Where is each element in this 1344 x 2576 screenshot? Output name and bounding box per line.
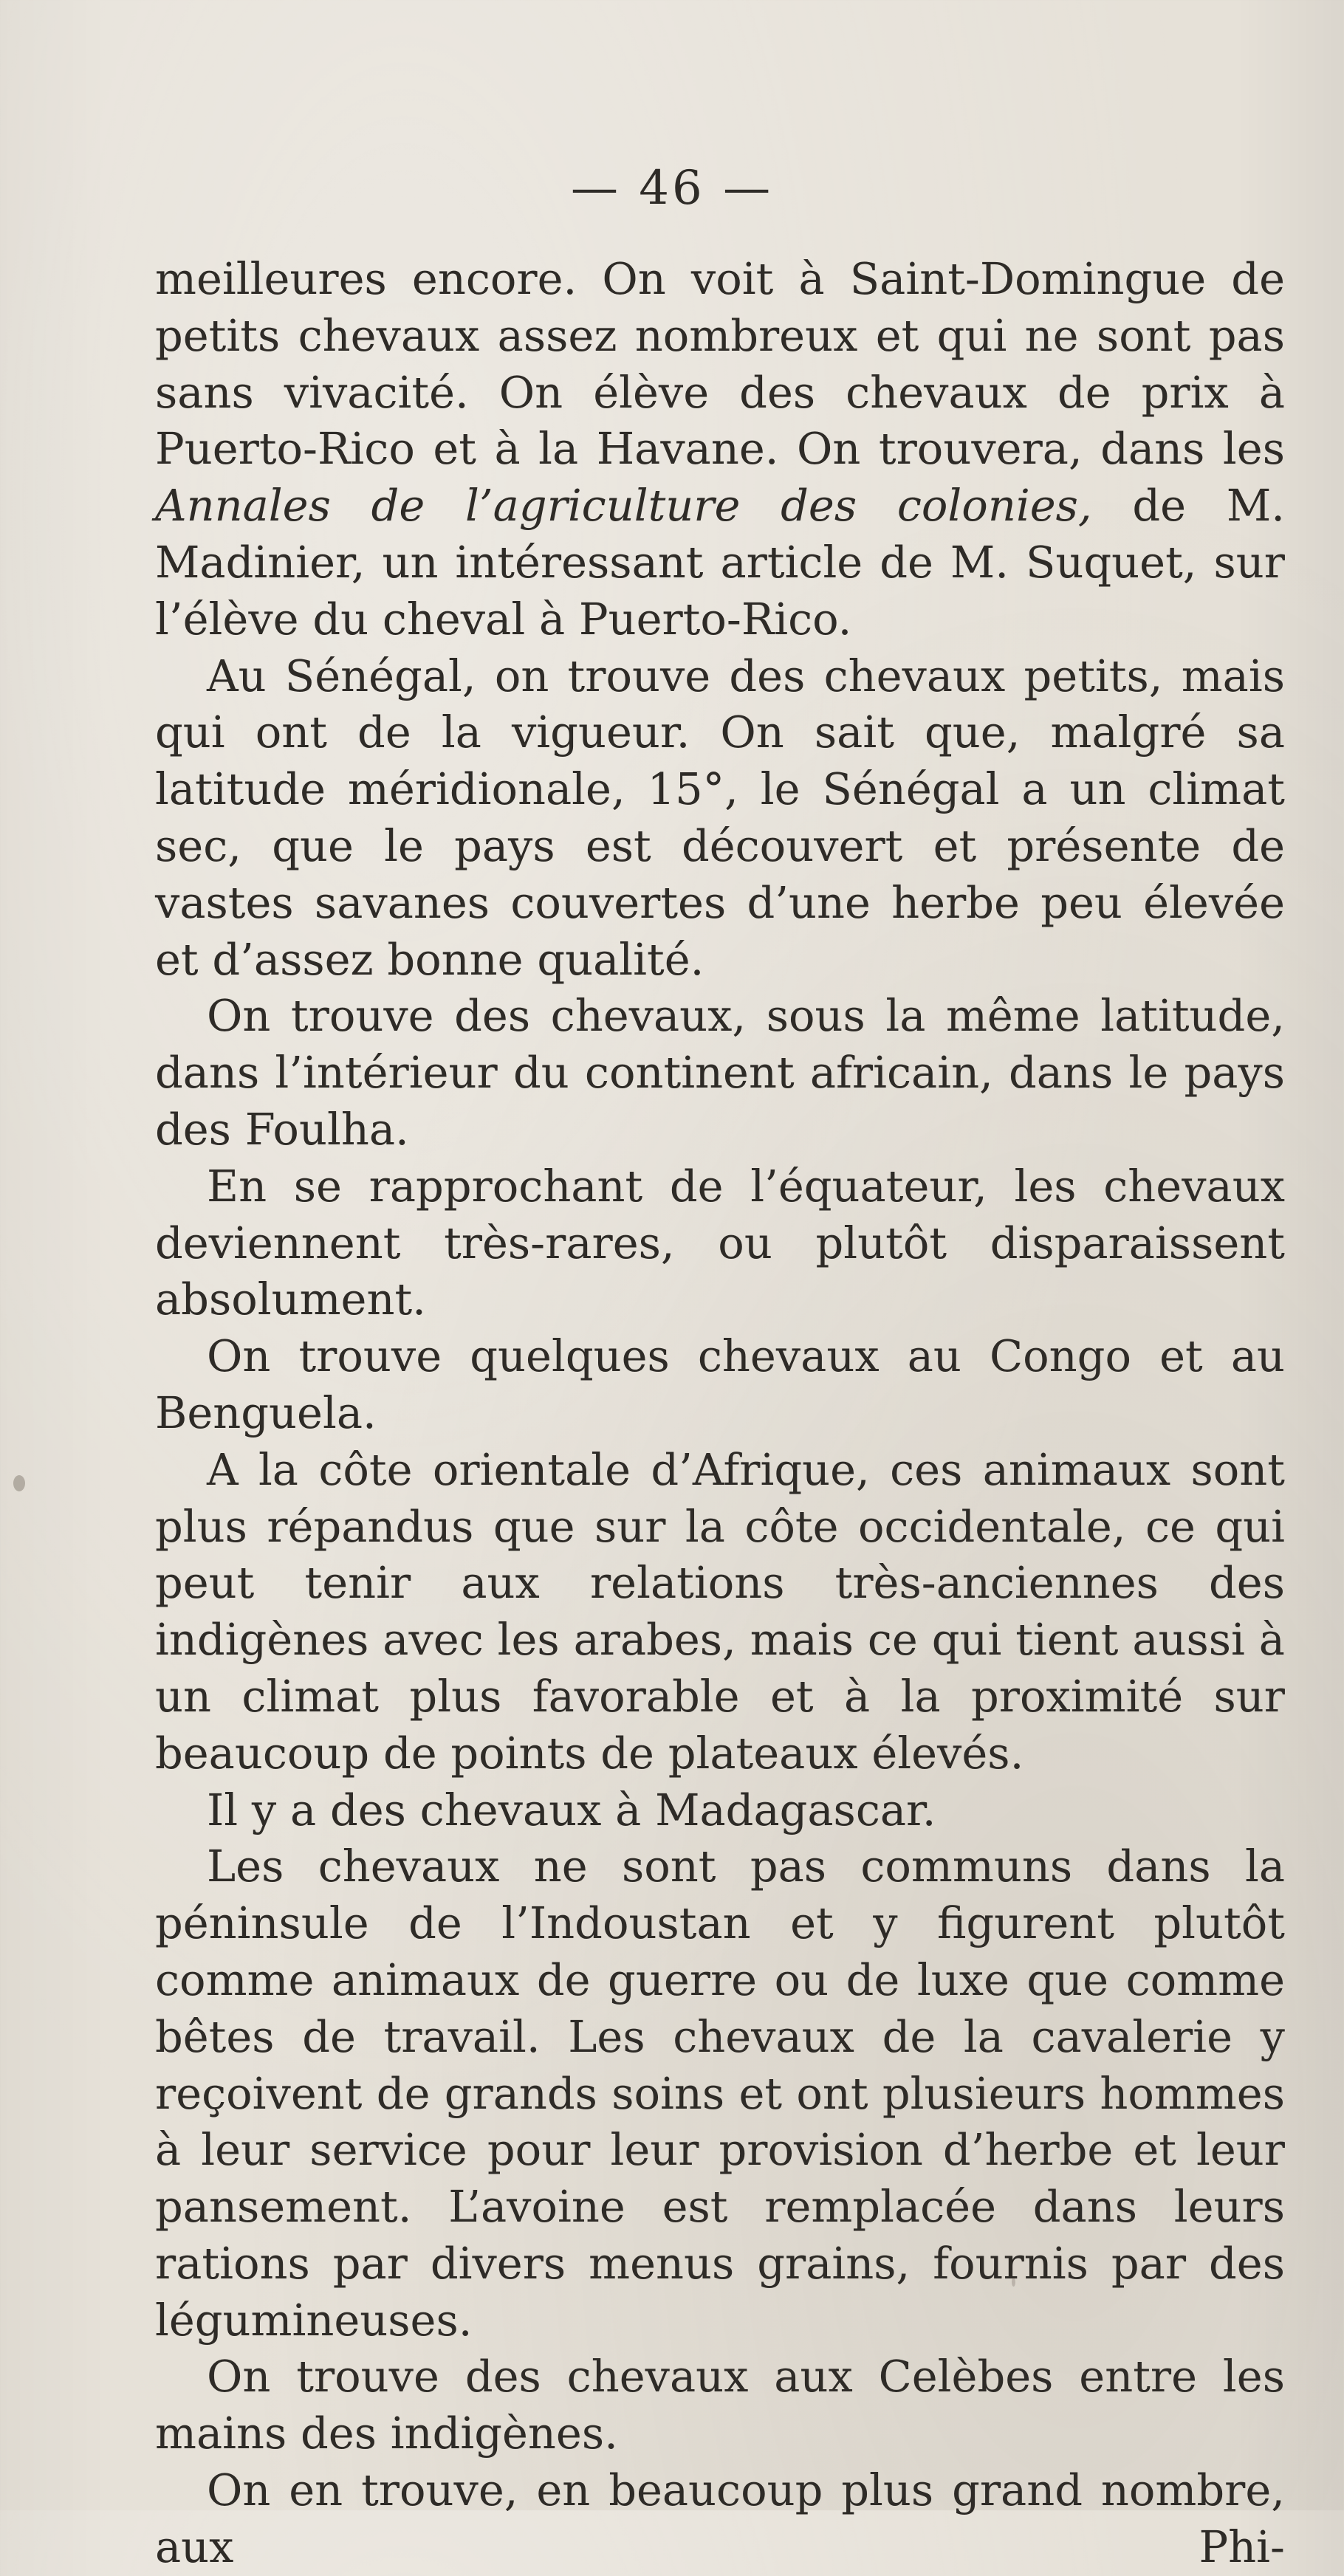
paragraph-7: Il y a des chevaux à Madagascar. <box>207 1784 936 1835</box>
paragraph-4: En se rapprochant de l’équateur, les chevaux deviennent très-rares, ou plutôt disparaissent absolument. <box>155 1160 1285 1325</box>
paragraph-8: Les chevaux ne sont pas communs dans la péninsule de l’Indoustan et y figurent plutôt comme animaux de guerre ou de luxe que comme bêtes de travail. Les chevaux de la cavalerie y reçoivent de grands soins et ont plusieurs hommes à leur service pour leur provision d’herbe et leur pansement. L’avoine est remplacée dans leurs rations par divers menus grains, fournis par des légumineuses. <box>155 1841 1285 2346</box>
paragraph-1 <box>155 251 1285 648</box>
paragraph-9: On trouve des chevaux aux Celèbes entre les mains des indigènes. <box>155 2351 1285 2459</box>
paragraph-1-after: de M. Madinier, un intéressant article de M. Suquet, sur l’élève du cheval à Puerto-Rico. <box>155 480 1285 645</box>
paper-speck <box>1012 2278 1015 2287</box>
paragraph-3: On trouve des chevaux, sous la même latitude, dans l’intérieur du continent africain, dans le pays des Foulha. <box>155 990 1285 1155</box>
page-number: — 46 — <box>570 161 774 216</box>
paragraph-2: Au Sénégal, on trouve des chevaux petits, mais qui ont de la vigueur. On sait que, malgré sa latitude méridionale, 15°, le Sénégal a un climat sec, que le pays est découvert et présente de vastes savanes couvertes d’une herbe peu élevée et d’assez bonne qualité. <box>155 650 1285 985</box>
paragraph-6: A la côte orientale d’Afrique, ces animaux sont plus répandus que sur la côte occidentale, ce qui peut tenir aux relations très-anciennes des indigènes avec les arabes, mais ce qui tient aussi à un climat plus favorable et à la proximité sur beaucoup de points de plateaux élevés. <box>155 1443 1285 1779</box>
journal-title: Annales de l’agriculture des colonies, <box>155 480 1092 532</box>
paragraph-1-text: meilleures encore. On voit à Saint-Domingue de petits chevaux assez nombreux et qui ne sont pas sans vivacité. On élève des chevaux de prix à Puerto-Rico et à la Havane. On trouvera, dans les <box>155 253 1285 475</box>
body-text <box>155 251 1285 2576</box>
paragraph-5: On trouve quelques chevaux au Congo et au Benguela. <box>155 1330 1285 1438</box>
paragraph-10: On en trouve, en beaucoup plus grand nombre, aux Phi- <box>155 2465 1285 2572</box>
paper-speck <box>13 1475 25 1491</box>
